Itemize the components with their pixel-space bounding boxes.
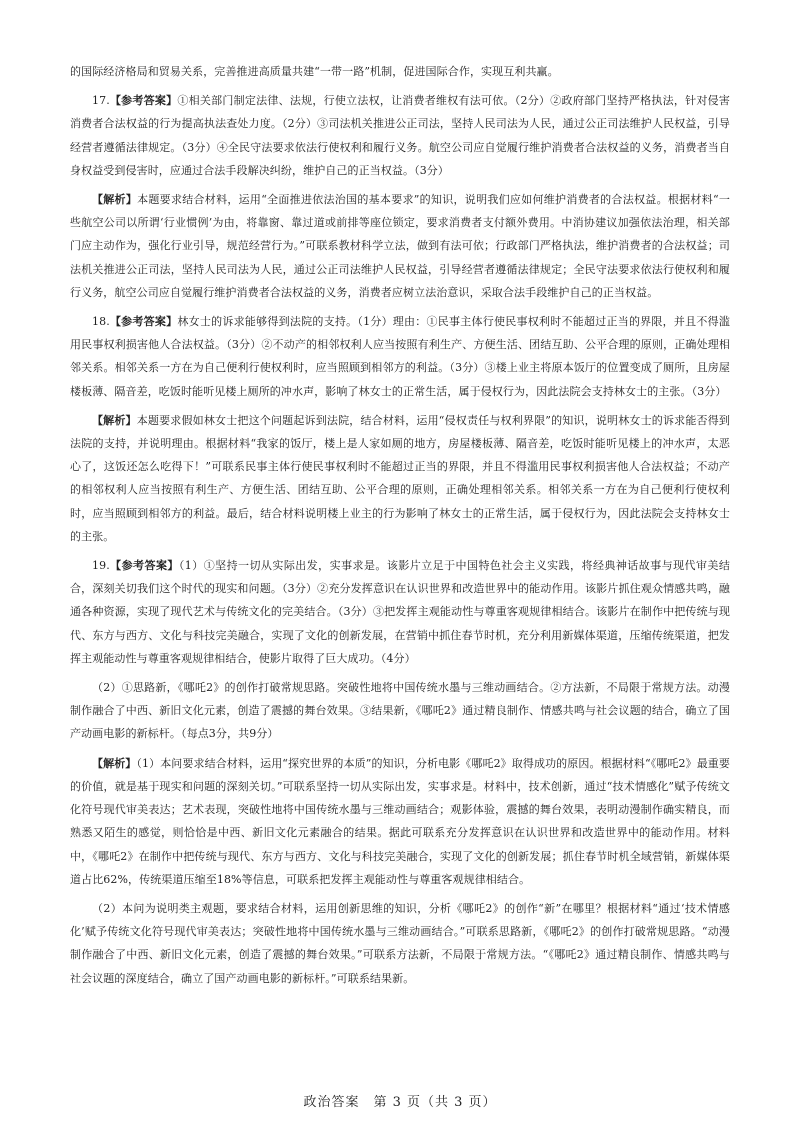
q19-answer-part2-paragraph <box>70 676 730 746</box>
intro-paragraph <box>70 60 730 83</box>
q19-answer-part1-text: （1）①坚持一切从实际出发，实事求是。该影片立足于中国特色社会主义实践，将经典神话故事与现代审美结合，深刻关切我们这个时代的现实和问题。（3分）②充分发挥意识在认识世界和改造世界中的能动作用。该影片抓住观众情感共鸣，融通各种资源，实现了现代艺术与传统文化的完美结合。（3分）③把发挥主观能动性与尊重客观规律相结合。该影片在制作中把传统与现代、东方与西方、文化与科技完美融合，实现了文化的创新发展，在营销中抓住春节时机，充分利用新媒体渠道，压缩传统渠道，把发挥主观能动性与尊重客观规律相结合，使影片取得了巨大成功。（4分） <box>70 559 730 665</box>
q17-analysis-paragraph <box>70 188 730 304</box>
q17-analysis-tag: 【解析】 <box>92 193 138 207</box>
q18-answer-text: 林女士的诉求能够得到法院的支持。（1分）理由：①民事主体行使民事权利时不能超过正当的界限，并且不得滥用民事权利损害他人合法权益。（3分）②不动产的相邻权利人应当按照有利生产、方便生活、团结互助、公平合理的原则，正确处理相邻关系。相邻关系一方在为自己便利行使权利时，应当照顾到相邻方的利益。（3分）③楼上业主将原本饭厅的位置变成了厕所，且房屋楼板薄、隔音差，吃饭时能听见楼上厕所的冲水声，影响了林女士的正常生活，属于侵权行为，因此法院会支持林女士的主张。（3分） <box>70 315 730 398</box>
q19-answer-part2-text: （2）①思路新，《哪吒2》的创作打破常规思路。突破性地将中国传统水墨与三维动画结合。②方法新，不局限于常规方法。动漫制作融合了中西、新旧文化元素，创造了震撼的舞台效果。③结果新，《哪吒2》通过精良制作、情感共鸣与社会议题的结合，确立了国产动画电影的新标杆。（每点3分，共9分） <box>70 681 730 741</box>
q18-analysis-text: 本题要求假如林女士把这个问题起诉到法院，结合材料，运用“侵权责任与权利界限”的知识，说明林女士的诉求能否得到法院的支持，并说明理由。根据材料“我家的饭厅，楼上是人家如厕的地方，房屋楼板薄、隔音差，吃饭时能听见楼上的冲水声，太恶心了，这饭还怎么吃得下！”可联系民事主体行使民事权利时不能超过正当的界限，并且不得滥用民事权利损害他人合法权益；不动产的相邻权利人应当按照有利生产、方便生活、团结互助、公平合理的原则，正确处理相邻关系。相邻关系一方在为自己便利行使权利时，应当照顾到相邻方的利益。最后，结合材料说明楼上业主的行为影响了林女士的正常生活，属于侵权行为，因此法院会支持林女士的主张。 <box>70 413 730 543</box>
answer-content <box>70 60 730 996</box>
q19-analysis-part1-paragraph <box>70 752 730 891</box>
q17-answer-paragraph <box>70 89 730 182</box>
q19-answer-tag: 【参考答案】 <box>109 559 179 573</box>
page-footer: 政治答案 第 3 页（共 3 页） <box>303 1095 497 1110</box>
q19-number: 19. <box>92 559 110 573</box>
q19-answer-part1-paragraph <box>70 554 730 670</box>
q17-answer-tag: 【参考答案】 <box>109 94 178 108</box>
q18-answer-paragraph <box>70 310 730 403</box>
q17-analysis-text: 本题要求结合材料，运用“全面推进依法治国的基本要求”的知识，说明我们应如何维护消费者的合法权益。根据材料“一些航空公司以所谓‘行业惯例’为由，将靠窗、靠过道或前排等座位锁定，要求消费者支付额外费用。中消协建议加强依法治理，相关部门应主动作为，强化行业引导，规范经营行为。”可联系教材科学立法，做到有法可依；行政部门严格执法，维护消费者的合法权益；司法机关推进公正司法，坚持人民司法为人民，通过公正司法维护人民权益，引导经营者遵循法律规定；全民守法要求依法行使权利和履行义务，航空公司应自觉履行维护消费者合法权益的义务，消费者应树立法治意识，采取合法手段维护自己的正当权益。 <box>70 193 730 299</box>
q19-analysis-tag: 【解析】 <box>92 756 137 770</box>
q18-answer-tag: 【参考答案】 <box>109 315 178 329</box>
q19-analysis-part2-text: （2）本问为说明类主观题，要求结合材料，运用创新思维的知识，分析《哪吒2》的创作“新”在哪里？根据材料“通过‘技术情感化’赋予传统文化符号现代审美表达；突破性地将中国传统水墨与三维动画结合。”可联系思路新，《哪吒2》的创作打破常规思路。“动漫制作融合了中西、新旧文化元素，创造了震撼的舞台效果。”可联系方法新，不局限于常规方法。“《哪吒2》通过精良制作、情感共鸣与社会议题的深度结合，确立了国产动画电影的新标杆。”可联系结果新。 <box>70 901 730 985</box>
q17-number: 17. <box>92 94 110 108</box>
q18-number: 18. <box>92 315 110 329</box>
q19-analysis-part2-paragraph <box>70 897 730 990</box>
intro-text: 的国际经济格局和贸易关系，完善推进高质量共建“一带一路”机制，促进国际合作，实现互利共赢。 <box>70 65 559 78</box>
q17-answer-text: ①相关部门制定法律、法规，行使立法权，让消费者维权有法可依。（2分）②政府部门坚持严格执法，针对侵害消费者合法权益的行为提高执法查处力度。（2分）③司法机关推进公正司法，坚持人民司法为人民，通过公正司法维护人民权益，引导经营者遵循法律规定。（3分）④全民守法要求依法行使权利和履行义务。航空公司应自觉履行维护消费者合法权益的义务，消费者当自身权益受到侵害时，应通过合法手段解决纠纷，维护自己的正当权益。（3分） <box>70 94 730 177</box>
q19-analysis-part1-text: （1）本问要求结合材料，运用“探究世界的本质”的知识，分析电影《哪吒2》取得成功的原因。根据材料“《哪吒2》最重要的价值，就是基于现实和问题的深刻关切。”可联系坚持一切从实际出发，实事求是。材料中，技术创新，通过“技术情感化”赋予传统文化符号现代审美表达；艺术表现，突破性地将中国传统水墨与三维动画结合；观影体验，震撼的舞台效果，表明动漫制作确实精良，而熟悉又陌生的感觉，则恰恰是中西、新旧文化元素融合的结果。据此可联系充分发挥意识在认识世界和改造世界中的能动作用。材料中，《哪吒2》在制作中把传统与现代、东方与西方、文化与科技完美融合，实现了文化的创新发展；抓住春节时机全域营销，新媒体渠道占比62%，传统渠道压缩至18%等信息，可联系把发挥主观能动性与尊重客观规律相结合。 <box>70 756 730 886</box>
q18-analysis-paragraph <box>70 409 730 548</box>
q18-analysis-tag: 【解析】 <box>92 413 137 427</box>
